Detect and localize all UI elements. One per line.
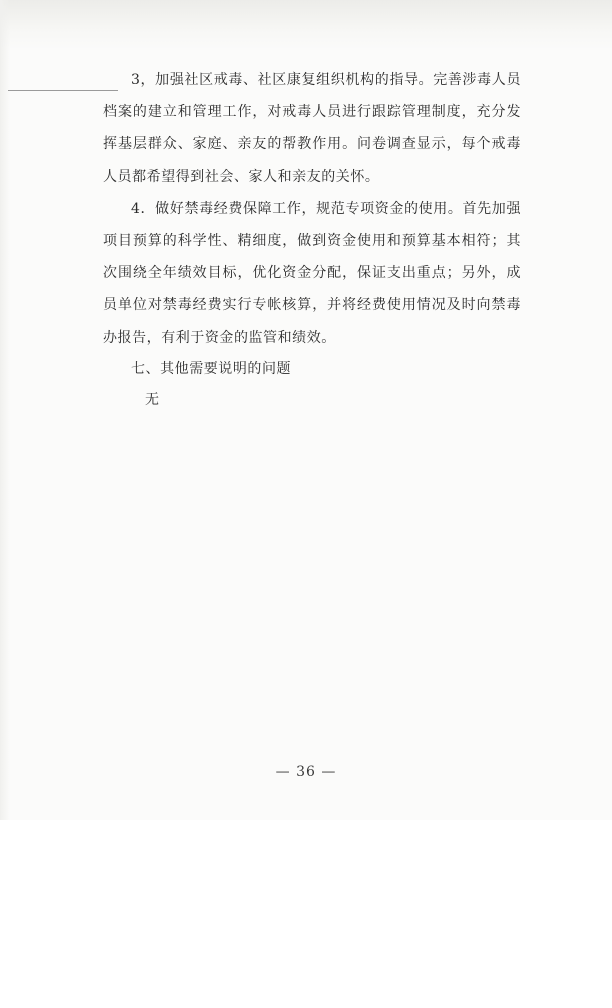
page-number: — 36 — <box>275 764 337 780</box>
section-body: 无 <box>145 391 159 408</box>
scan-shadow <box>0 0 612 50</box>
section-heading: 七、其他需要说明的问题 <box>131 360 292 377</box>
paragraph-4: 4．做好禁毒经费保障工作，规范专项资金的使用。首先加强项目预算的科学性、精细度，做到资金使用和预算基本相符；其次围绕全年绩效目标，优化资金分配，保证支出重点；另外，成员单位对禁毒经费实行专帐核算，并将经费使用情况及时向禁毒办报告，有利于资金的监管和绩效。 <box>103 200 521 346</box>
scan-rule-line <box>8 90 118 91</box>
body-text <box>103 64 521 416</box>
scan-edge <box>0 0 10 820</box>
paragraph-3: 3，加强社区戒毒、社区康复组织机构的指导。完善涉毒人员档案的建立和管理工作，对戒毒人员进行跟踪管理制度，充分发挥基层群众、家庭、亲友的帮教作用。问卷调查显示，每个戒毒人员都希望得到社会、家人和亲友的关怀。 <box>103 72 521 185</box>
